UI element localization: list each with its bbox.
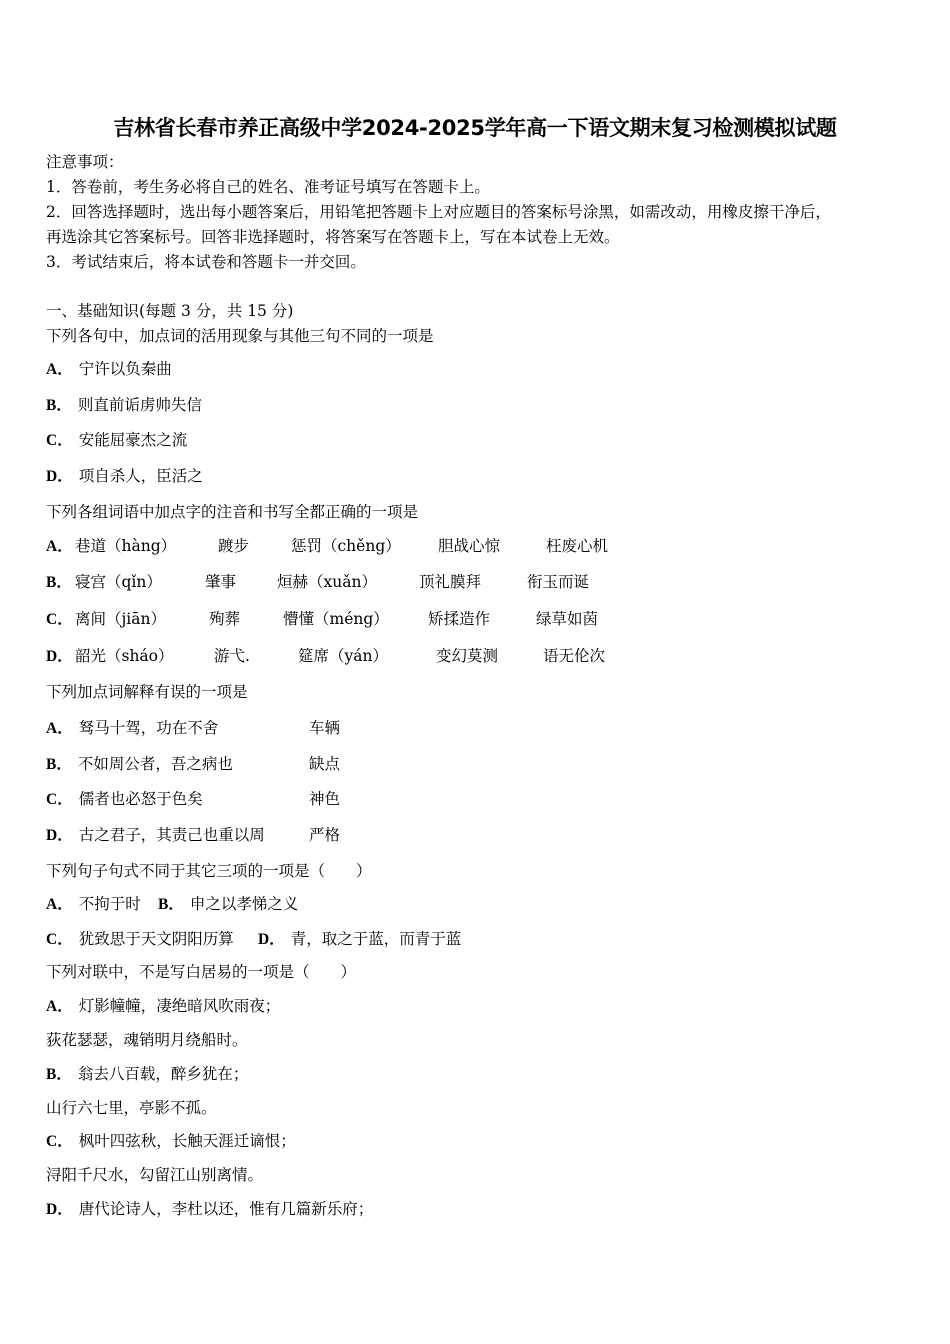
- option-a: [46, 359, 172, 380]
- option-note: 车辆: [309, 719, 341, 737]
- option-text: 翁去八百载，醉乡犹在；: [77, 1065, 249, 1083]
- notice-item: 1．答卷前，考生务必将自己的姓名、准考证号填写在答题卡上。: [46, 178, 490, 196]
- option-continuation: 山行六七里，亭影不孤。: [46, 1099, 217, 1117]
- notice-item: 再选涂其它答案标号。回答非选择题时，将答案写在答题卡上，写在本试卷上无效。: [46, 228, 620, 246]
- section-heading: 一、基础知识(每题 3 分，共 15 分): [46, 302, 294, 320]
- option-col: 烜赫（xuǎn）: [277, 573, 377, 591]
- option-a: [46, 536, 79, 557]
- option-text: 不拘于时: [78, 895, 141, 913]
- option-text: 唐代论诗人，李杜以还，惟有几篇新乐府；: [78, 1200, 374, 1218]
- option-letter: D．: [258, 931, 285, 948]
- option-letter: C．: [46, 1133, 73, 1150]
- option-letter: A．: [46, 896, 73, 913]
- option-letter: C．: [46, 931, 73, 948]
- option-col: 巷道（hàng）: [75, 537, 177, 555]
- option-col: 肇事: [205, 573, 237, 591]
- option-b: [46, 754, 233, 775]
- option-col: 韶光（sháo）: [75, 647, 174, 665]
- option-col: 筵席（yán）: [298, 647, 388, 665]
- option-note: 缺点: [309, 755, 341, 773]
- page-title: 吉林省长春市养正高级中学2024-2025学年高一下语文期末复习检测模拟试题: [113, 116, 837, 140]
- option-d: [46, 825, 265, 846]
- option-letter: D．: [46, 827, 73, 844]
- option-text: 儒者也必怒于色矣: [78, 790, 203, 808]
- option-c: [46, 430, 187, 451]
- option-letter: B．: [46, 574, 72, 591]
- option-text: 犹致思于天文阴阳历算: [78, 930, 234, 948]
- option-col: 衔玉而诞: [527, 573, 590, 591]
- option-col: 惩罚（chěng）: [291, 537, 401, 555]
- option-text: 枫叶四弦秋，长触天涯迁谪恨；: [78, 1132, 296, 1150]
- option-c: [46, 789, 203, 810]
- question-stem: 下列各句中，加点词的活用现象与其他三句不同的一项是: [46, 327, 434, 345]
- option-text: 灯影幢幢，凄绝暗风吹雨夜；: [78, 997, 281, 1015]
- option-letter: B．: [46, 1066, 72, 1083]
- option-c: [46, 609, 79, 630]
- option-col: 矫揉造作: [428, 610, 491, 628]
- option-d: [46, 1199, 373, 1220]
- option-col: 游弋.: [214, 647, 250, 665]
- option-col: 胆战心惊: [438, 537, 501, 555]
- option-row: [46, 929, 234, 950]
- option-col: 殉葬: [209, 610, 241, 628]
- option-text: 宁许以负秦曲: [78, 360, 172, 378]
- option-col: 语无伦次: [543, 647, 606, 665]
- option-letter: A．: [46, 538, 73, 555]
- option-c: [46, 1131, 296, 1152]
- option-col: 寝宫（qǐn）: [75, 573, 162, 591]
- question-stem: 下列各组词语中加点字的注音和书写全都正确的一项是: [46, 503, 419, 521]
- option-letter: B．: [46, 756, 72, 773]
- option-letter: A．: [46, 720, 73, 737]
- option-col: 顶礼膜拜: [419, 573, 482, 591]
- option-letter: D．: [46, 1201, 73, 1218]
- notice-item: 2．回答选择题时，选出每小题答案后，用铅笔把答题卡上对应题目的答案标号涂黑，如需改动，用橡皮擦干净后，: [46, 203, 831, 221]
- option-continuation: 浔阳千尺水，勾留江山别离情。: [46, 1166, 264, 1184]
- option-text: 则直前诟虏帅失信: [77, 396, 202, 414]
- option-a: [46, 718, 218, 739]
- option-col: 离间（jiān）: [75, 610, 166, 628]
- option-text: 安能屈豪杰之流: [78, 431, 188, 449]
- notice-item: 3．考试结束后，将本试卷和答题卡一并交回。: [46, 253, 366, 271]
- option-text: 青，取之于蓝，而青于蓝: [290, 930, 462, 948]
- option-col: 绿草如茵: [536, 610, 599, 628]
- notice-heading: 注意事项：: [46, 153, 124, 171]
- option-b: [46, 1064, 248, 1085]
- option-col: 踱步: [218, 537, 250, 555]
- option-row: [158, 894, 298, 915]
- option-letter: C．: [46, 611, 73, 628]
- option-letter: C．: [46, 791, 73, 808]
- option-d: [46, 646, 79, 667]
- option-letter: A．: [46, 998, 73, 1015]
- option-col: 懵懂（méng）: [283, 610, 389, 628]
- question-stem: 下列加点词解释有误的一项是: [46, 683, 248, 701]
- option-d: [46, 466, 203, 487]
- option-b: [46, 395, 202, 416]
- option-row: [258, 929, 461, 950]
- option-col: 变幻莫测: [436, 647, 499, 665]
- option-text: 申之以孝悌之义: [189, 895, 299, 913]
- option-text: 驽马十驾，功在不舍: [78, 719, 219, 737]
- option-a: [46, 996, 280, 1017]
- option-letter: B．: [46, 397, 72, 414]
- option-continuation: 荻花瑟瑟，魂销明月绕船时。: [46, 1031, 248, 1049]
- option-row: [46, 894, 141, 915]
- option-note: 神色: [309, 790, 341, 808]
- option-letter: B．: [158, 896, 184, 913]
- option-col: 枉废心机: [546, 537, 609, 555]
- option-b: [46, 572, 78, 593]
- option-text: 不如周公者，吾之病也: [77, 755, 233, 773]
- question-stem: 下列对联中，不是写白居易的一项是（ ）: [46, 963, 357, 981]
- option-letter: C．: [46, 432, 73, 449]
- option-letter: D．: [46, 648, 73, 665]
- option-letter: D．: [46, 468, 73, 485]
- option-text: 项自杀人，臣活之: [78, 467, 203, 485]
- option-note: 严格: [309, 826, 341, 844]
- question-stem: 下列句子句式不同于其它三项的一项是（ ）: [46, 862, 372, 880]
- option-letter: A．: [46, 361, 73, 378]
- option-text: 古之君子，其责己也重以周: [78, 826, 265, 844]
